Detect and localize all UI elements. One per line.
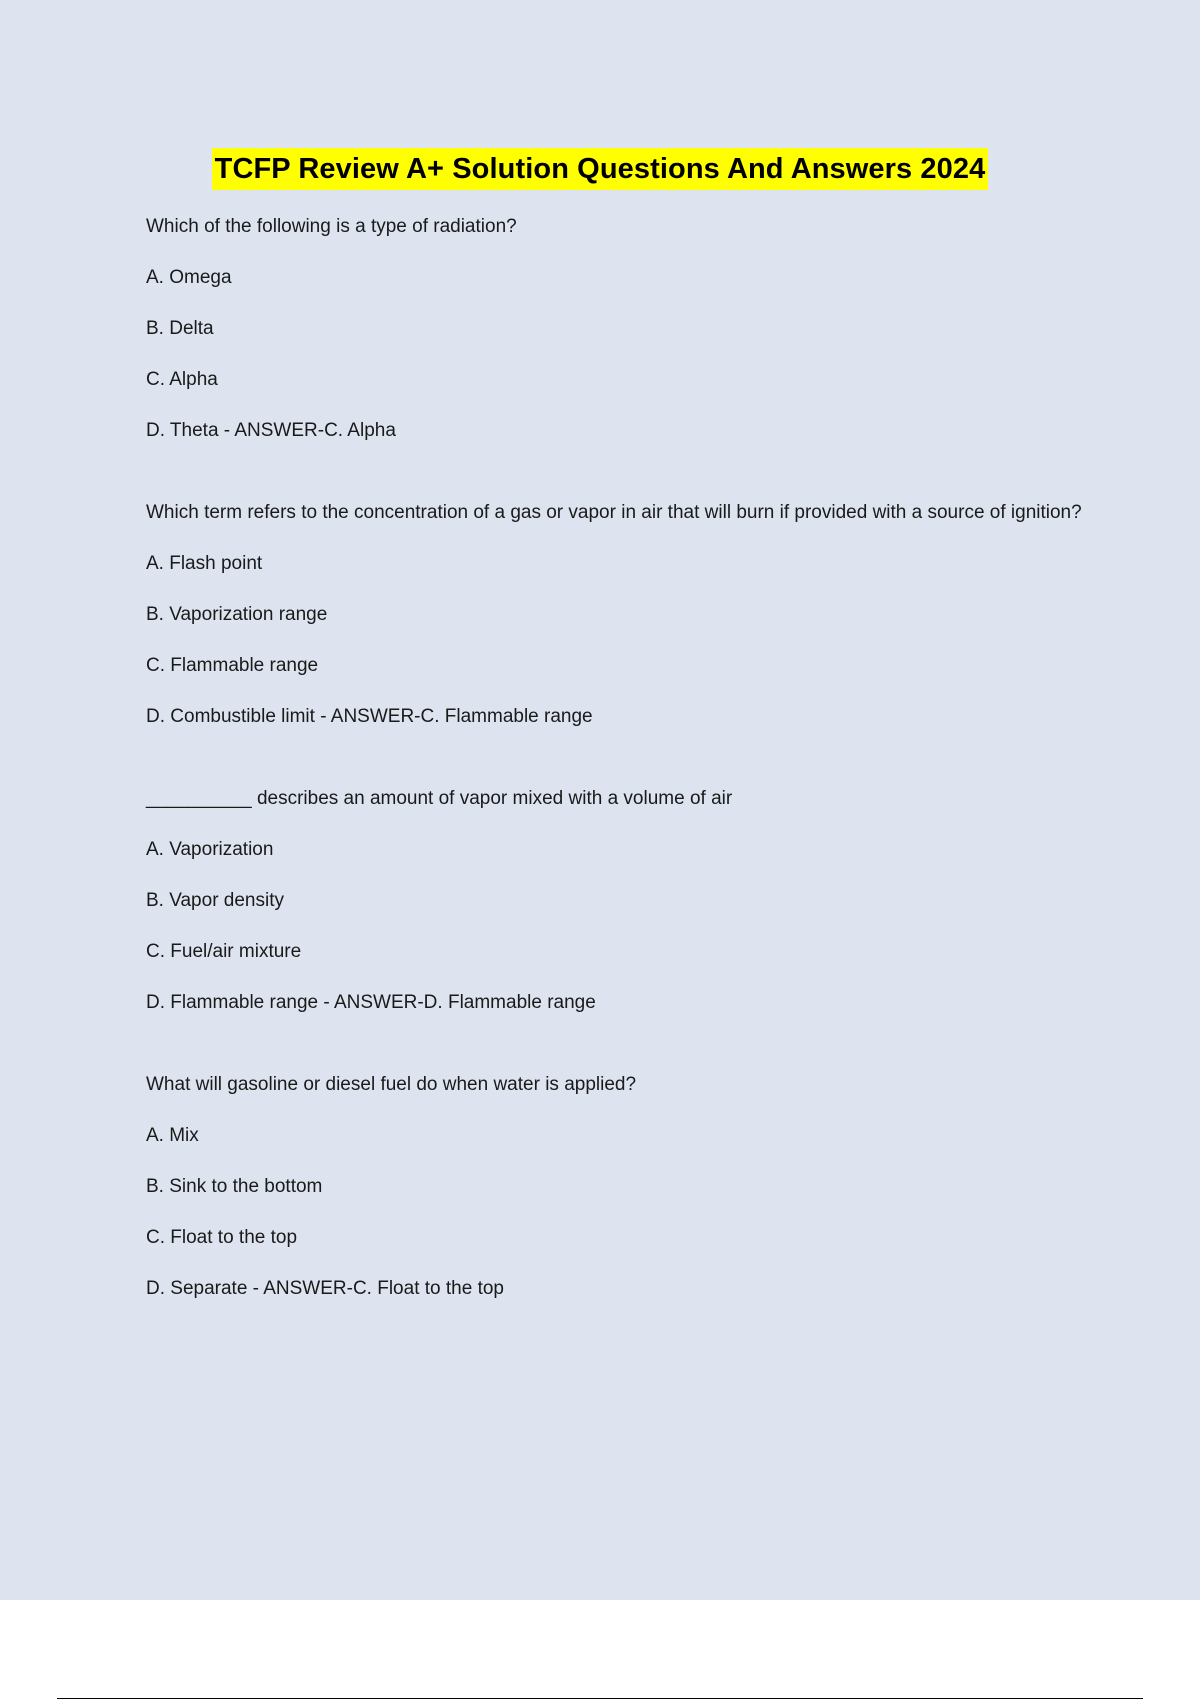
option-b: B. Vaporization range bbox=[146, 604, 328, 625]
question-1 bbox=[146, 212, 1096, 446]
option-c: C. Alpha bbox=[146, 369, 218, 390]
option-d-with-answer: D. Flammable range - ANSWER-D. Flammable range bbox=[146, 992, 596, 1013]
option-c: C. Flammable range bbox=[146, 655, 319, 676]
option-c: C. Fuel/air mixture bbox=[146, 941, 302, 962]
question-text: Which of the following is a type of radiation? bbox=[146, 216, 517, 237]
title-wrapper bbox=[0, 148, 1200, 190]
option-a: A. Flash point bbox=[146, 553, 263, 574]
option-d-with-answer: D. Theta - ANSWER-C. Alpha bbox=[146, 420, 396, 441]
question-list bbox=[146, 212, 1096, 1356]
option-c: C. Float to the top bbox=[146, 1227, 298, 1248]
option-d-with-answer: D. Combustible limit - ANSWER-C. Flammable range bbox=[146, 706, 593, 727]
question-text: Which term refers to the concentration of a gas or vapor in air that will burn if provided with a source of ignition? bbox=[146, 502, 1082, 523]
document-title: TCFP Review A+ Solution Questions And Answers 2024 bbox=[212, 148, 989, 190]
option-b: B. Delta bbox=[146, 318, 214, 339]
option-d-with-answer: D. Separate - ANSWER-C. Float to the top bbox=[146, 1278, 504, 1299]
question-3 bbox=[146, 784, 1096, 1018]
option-b: B. Sink to the bottom bbox=[146, 1176, 323, 1197]
option-b: B. Vapor density bbox=[146, 890, 285, 911]
option-a: A. Vaporization bbox=[146, 839, 274, 860]
option-a: A. Omega bbox=[146, 267, 232, 288]
question-4 bbox=[146, 1070, 1096, 1304]
footer-divider bbox=[57, 1698, 1143, 1699]
question-text: What will gasoline or diesel fuel do when water is applied? bbox=[146, 1074, 637, 1095]
question-text: __________ describes an amount of vapor mixed with a volume of air bbox=[146, 788, 733, 809]
option-a: A. Mix bbox=[146, 1125, 199, 1146]
question-2 bbox=[146, 498, 1096, 732]
